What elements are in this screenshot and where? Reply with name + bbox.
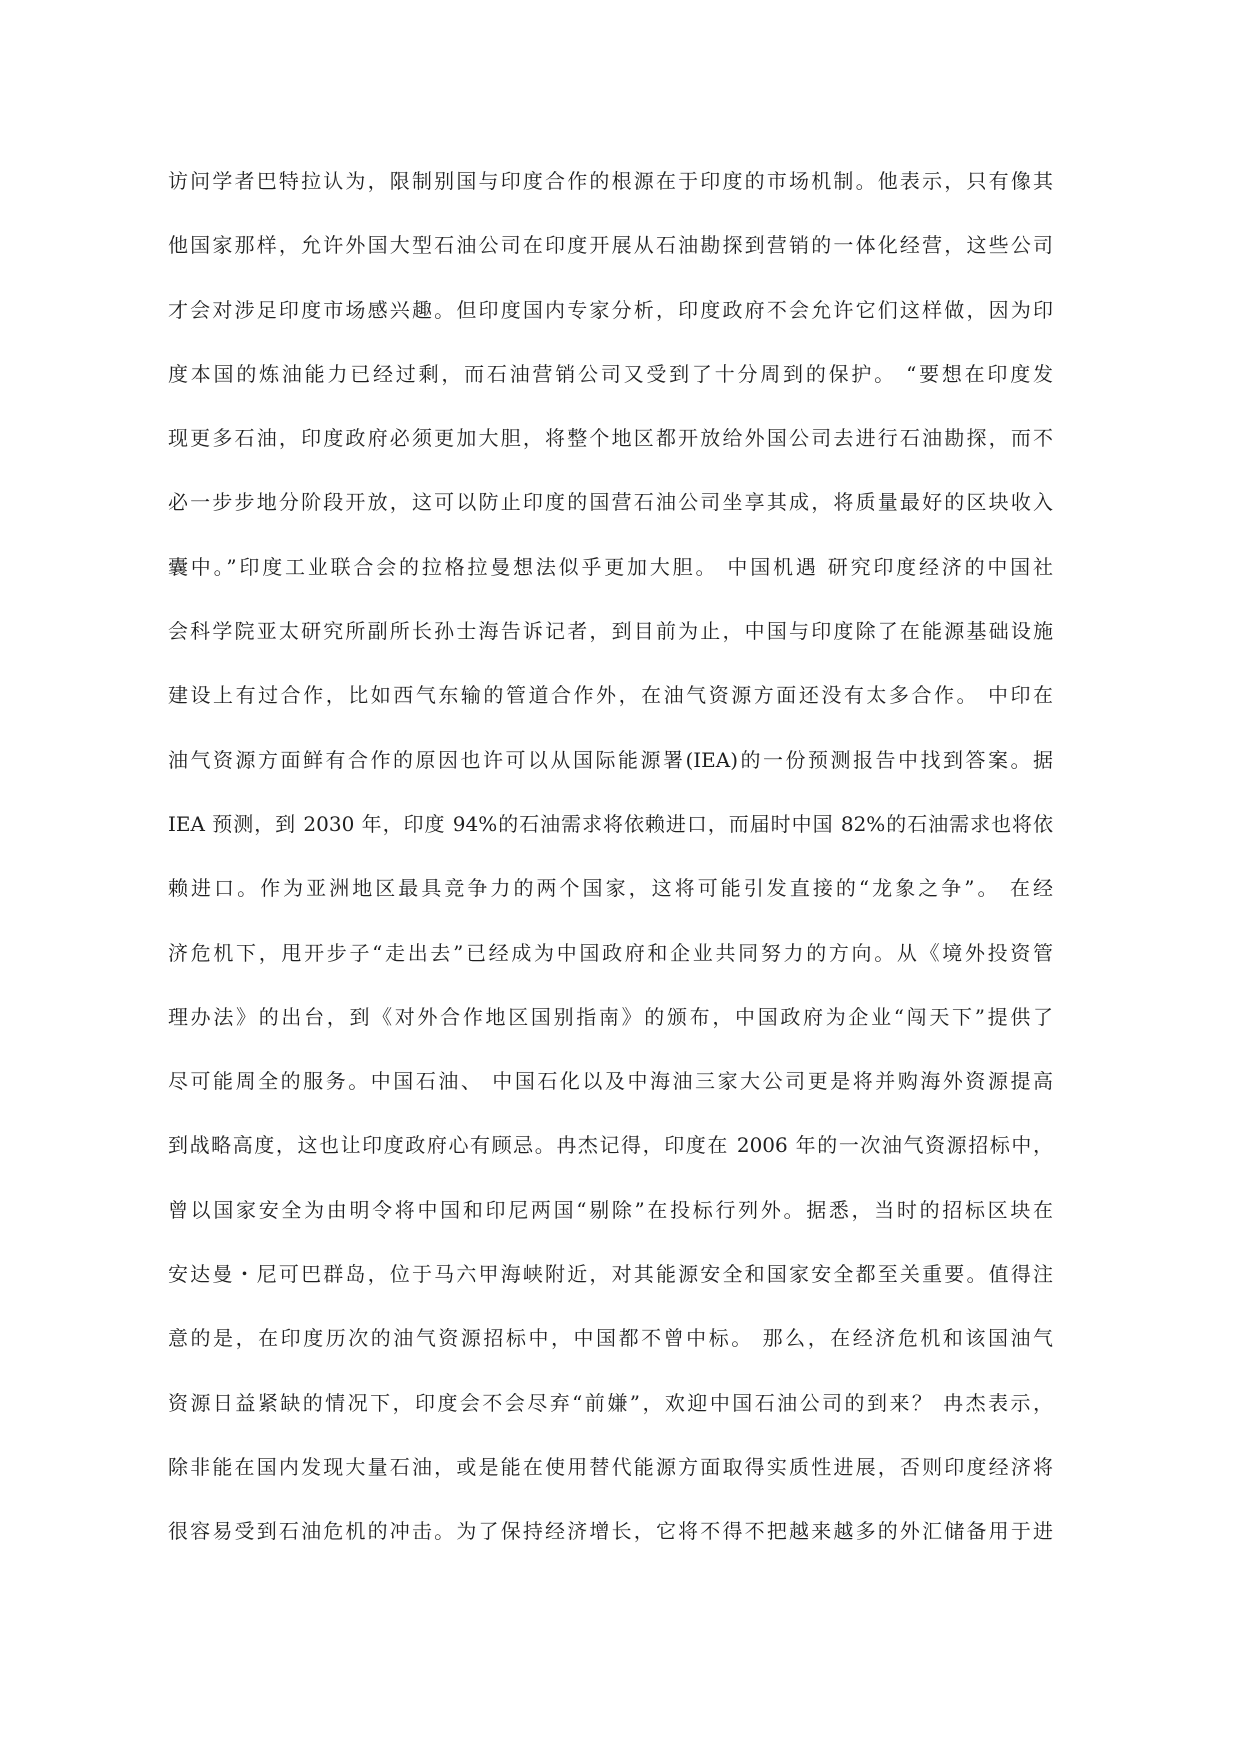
text-line: 尽可能周全的服务。中国石油、 中国石化以及中海油三家大公司更是将并购海外资源提高 <box>168 1069 1053 1094</box>
text-line: 很容易受到石油危机的冲击。为了保持经济增长，它将不得不把越来越多的外汇储备用于进 <box>168 1519 1053 1544</box>
text-line: 济危机下，甩开步子“走出去”已经成为中国政府和企业共同努力的方向。从《境外投资管 <box>168 940 1053 965</box>
text-line: 赖进口。作为亚洲地区最具竞争力的两个国家，这将可能引发直接的“龙象之争”。 在经 <box>168 876 1053 901</box>
text-line: 安达曼・尼可巴群岛，位于马六甲海峡附近，对其能源安全和国家安全都至关重要。值得注 <box>168 1262 1053 1287</box>
text-line: 必一步步地分阶段开放，这可以防止印度的国营石油公司坐享其成，将质量最好的区块收入 <box>168 490 1053 515</box>
text-line: 度本国的炼油能力已经过剩，而石油营销公司又受到了十分周到的保护。 “要想在印度发 <box>168 361 1053 386</box>
text-line: IEA 预测，到 2030 年，印度 94%的石油需求将依赖进口，而届时中国 82%的石油需求也将依 <box>168 811 1053 836</box>
text-line: 才会对涉足印度市场感兴趣。但印度国内专家分析，印度政府不会允许它们这样做，因为印 <box>168 297 1053 322</box>
text-line: 囊中。”印度工业联合会的拉格拉曼想法似乎更加大胆。 中国机遇 研究印度经济的中国社 <box>168 554 1053 579</box>
text-line: 除非能在国内发现大量石油，或是能在使用替代能源方面取得实质性进展，否则印度经济将 <box>168 1454 1053 1479</box>
text-line: 意的是，在印度历次的油气资源招标中，中国都不曾中标。 那么，在经济危机和该国油气 <box>168 1326 1053 1351</box>
text-line: 油气资源方面鲜有合作的原因也许可以从国际能源署(IEA)的一份预测报告中找到答案。据 <box>168 747 1053 772</box>
body-text <box>168 162 1053 1577</box>
text-line: 曾以国家安全为由明令将中国和印尼两国“剔除”在投标行列外。据悉，当时的招标区块在 <box>168 1197 1053 1222</box>
text-line: 建设上有过合作，比如西气东输的管道合作外，在油气资源方面还没有太多合作。 中印在 <box>168 683 1053 708</box>
text-line: 他国家那样，允许外国大型石油公司在印度开展从石油勘探到营销的一体化经营，这些公司 <box>168 233 1053 258</box>
text-line: 现更多石油，印度政府必须更加大胆，将整个地区都开放给外国公司去进行石油勘探，而不 <box>168 426 1053 451</box>
text-line: 理办法》的出台，到《对外合作地区国别指南》的颁布，中国政府为企业“闯天下”提供了 <box>168 1004 1053 1029</box>
text-line: 会科学院亚太研究所副所长孙士海告诉记者，到目前为止，中国与印度除了在能源基础设施 <box>168 619 1053 644</box>
text-line: 资源日益紧缺的情况下，印度会不会尽弃“前嫌”，欢迎中国石油公司的到来？ 冉杰表示， <box>168 1390 1053 1415</box>
text-line: 到战略高度，这也让印度政府心有顾忌。冉杰记得，印度在 2006 年的一次油气资源招标中， <box>168 1133 1053 1158</box>
text-line: 访问学者巴特拉认为，限制别国与印度合作的根源在于印度的市场机制。他表示，只有像其 <box>168 169 1053 193</box>
